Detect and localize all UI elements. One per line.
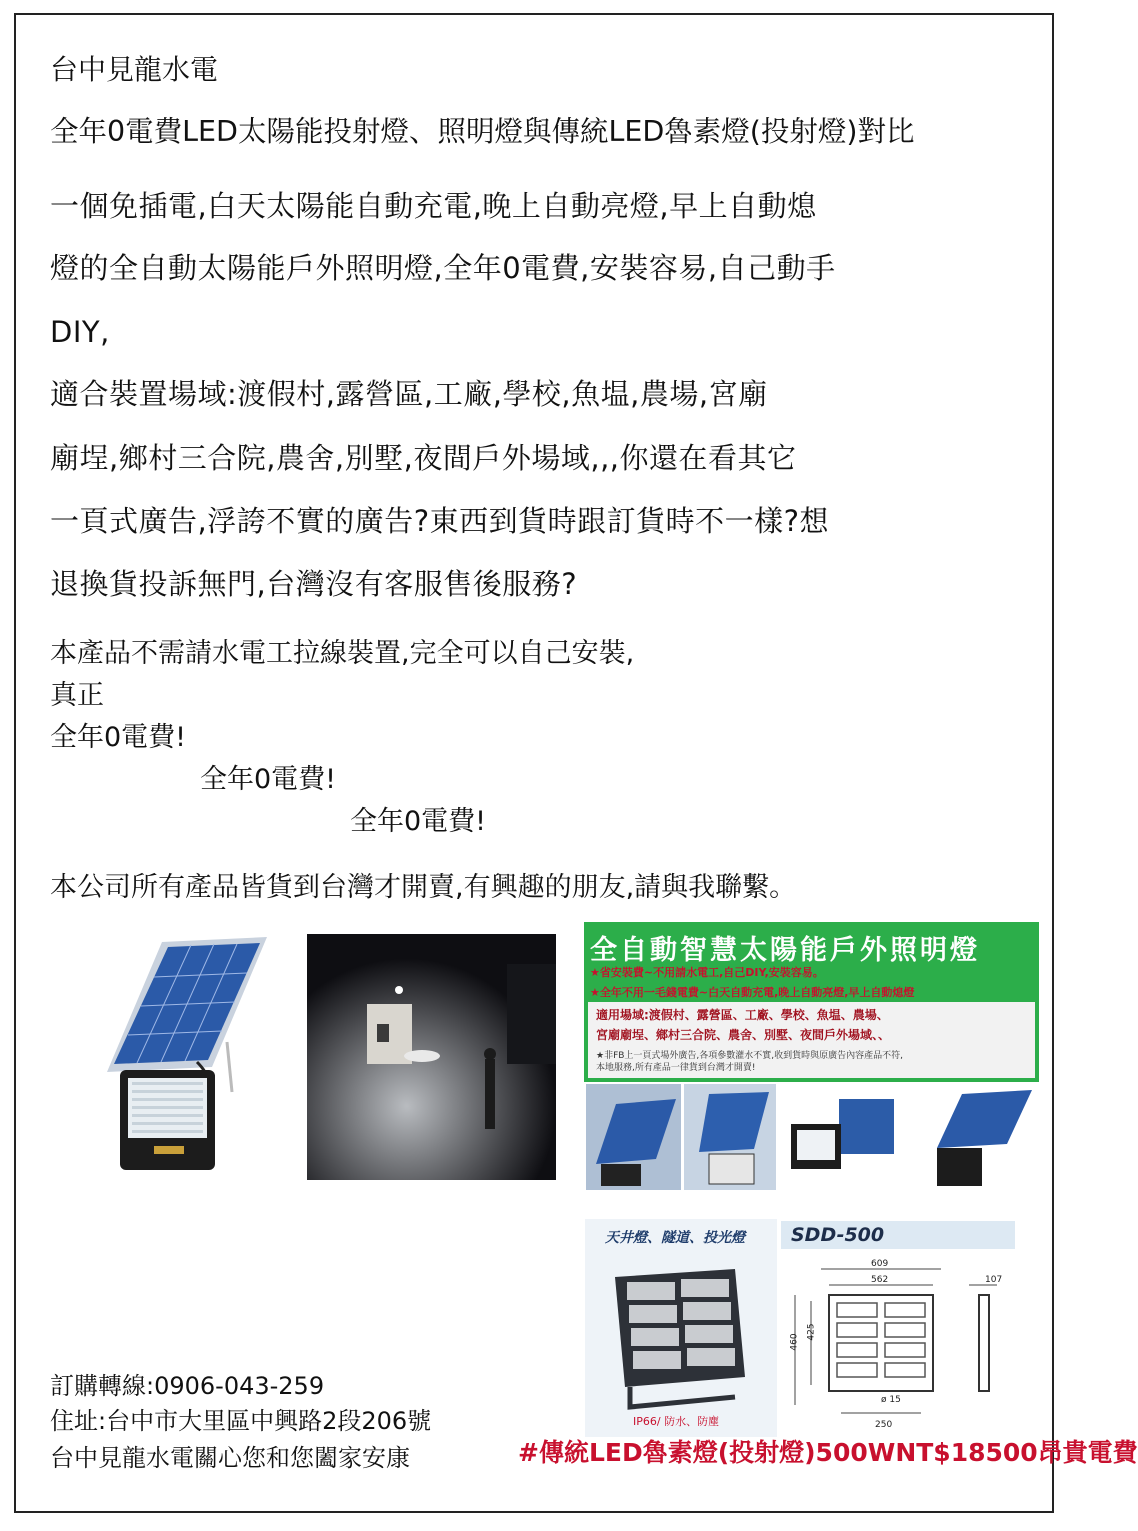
ip-rating: IP66/ 防水、防塵 bbox=[633, 1415, 720, 1428]
thumb-photo bbox=[586, 1084, 681, 1190]
dim-height-425: 425 bbox=[806, 1323, 817, 1341]
dim-base-250: 250 bbox=[875, 1420, 893, 1430]
paragraph-line: 一頁式廣告,浮誇不實的廣告?東西到貨時跟訂貨時不一樣?想 bbox=[50, 504, 830, 538]
advert-line: ★非FB上一頁式場外廣告,各項參數灌水不實,收到貨時與原廣告內容產品不符, bbox=[596, 1051, 904, 1061]
paragraph-line: 燈的全自動太陽能戶外照明燈,全年0電費,安裝容易,自己動手 bbox=[50, 251, 836, 285]
spec-model: SDD-500 bbox=[791, 1224, 885, 1246]
advert-title: 全自動智慧太陽能戶外照明燈 bbox=[590, 935, 980, 966]
advert-line: 適用場域:渡假村、露營區、工廠、學校、魚塭、農場、 bbox=[596, 1008, 889, 1022]
zero-fee-2: 全年0電費! bbox=[200, 764, 337, 795]
spec-sheet bbox=[585, 1219, 1020, 1437]
night-photo bbox=[307, 934, 556, 1180]
spec-category: 天井燈、隧道、投光燈 bbox=[605, 1230, 745, 1246]
contact-care: 台中見龍水電關心您和您闔家安康 bbox=[50, 1444, 410, 1472]
paragraph-line: 適合裝置場域:渡假村,露營區,工廠,學校,魚塭,農場,宮廟 bbox=[50, 377, 768, 411]
thumb-photo bbox=[907, 1084, 1039, 1190]
advert-line: 本地服務,所有產品一律貨到台灣才開賣! bbox=[596, 1063, 756, 1073]
advert-line: ★全年不用一毛錢電費~白天自動充電,晚上自動亮燈,早上自動熄燈 bbox=[590, 986, 915, 999]
advert-line: 宮廟廟埕、鄉村三合院、農舍、別墅、夜間戶外場域、、 bbox=[596, 1028, 891, 1042]
true-label: 真正 bbox=[50, 680, 104, 711]
zero-fee-1: 全年0電費! bbox=[50, 722, 187, 753]
contact-phone: 訂購轉線:0906-043-259 bbox=[50, 1372, 325, 1400]
paragraph-line: DIY, bbox=[50, 315, 110, 349]
price-note: #傳統LED魯素燈(投射燈)500WNT$18500昂貴電費 bbox=[518, 1438, 1138, 1467]
spec-photo bbox=[585, 1219, 777, 1437]
dim-width-562: 562 bbox=[871, 1275, 889, 1285]
thumb-photo bbox=[779, 1084, 904, 1190]
paragraph-line: 廟埕,鄉村三合院,農舍,別墅,夜間戶外場域,,,你還在看其它 bbox=[50, 441, 797, 475]
company-title: 台中見龍水電 bbox=[50, 53, 219, 86]
advert-banner bbox=[584, 922, 1039, 1082]
dim-width-609: 609 bbox=[871, 1259, 889, 1269]
product-advert bbox=[584, 922, 1039, 1190]
advert-line: ★省安裝費~不用請水電工,自己DIY,安裝容易。 bbox=[590, 966, 824, 979]
thumb-photo bbox=[684, 1084, 776, 1190]
solar-floodlight-image bbox=[102, 932, 272, 1182]
paragraph-line: 一個免插電,白天太陽能自動充電,晚上自動亮燈,早上自動熄 bbox=[50, 189, 817, 223]
zero-fee-3: 全年0電費! bbox=[350, 806, 487, 837]
dim-depth-107: 107 bbox=[985, 1275, 1003, 1285]
dim-height-460: 460 bbox=[789, 1333, 800, 1351]
headline: 全年0電費LED太陽能投射燈、照明燈與傳統LED魯素燈(投射燈)對比 bbox=[50, 115, 915, 148]
dim-hole: ø 15 bbox=[881, 1395, 901, 1405]
install-line: 本產品不需請水電工拉線裝置,完全可以自己安裝, bbox=[50, 638, 635, 669]
paragraph-line: 退換貨投訴無門,台灣沒有客服售後服務? bbox=[50, 567, 578, 601]
advert-box bbox=[588, 1002, 1035, 1078]
company-note: 本公司所有產品皆貨到台灣才開賣,有興趣的朋友,請與我聯繫。 bbox=[50, 872, 797, 903]
contact-address: 住址:台中市大里區中興路2段206號 bbox=[50, 1407, 432, 1435]
